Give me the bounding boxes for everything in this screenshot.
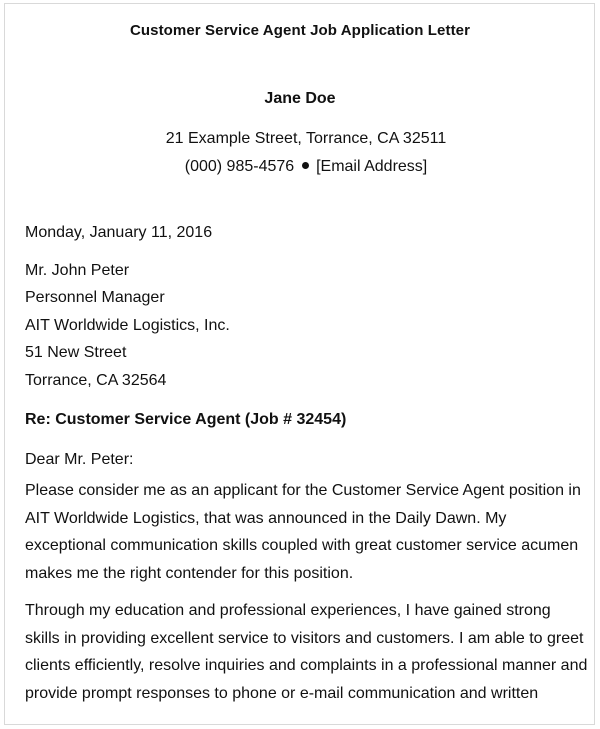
sender-address: 21 Example Street, Torrance, CA 32511 <box>165 130 447 147</box>
paragraph-line: Please consider me as an applicant for the Customer Service Agent position in <box>25 482 581 499</box>
paragraph-line: skills in providing excellent service to visitors and customers. I am able to greet <box>25 629 584 647</box>
bullet-separator-icon <box>302 162 309 169</box>
subject-line: Re: Customer Service Agent (Job # 32454) <box>25 411 347 428</box>
paragraph-line: provide prompt responses to phone or e-mail communication and written <box>25 684 539 702</box>
sender-name: Jane Doe <box>264 90 336 107</box>
paragraph-1 <box>25 477 585 587</box>
paragraph-line: exceptional communication skills coupled with great customer service acumen <box>25 537 579 554</box>
paragraph-2 <box>25 597 588 707</box>
recipient-street: 51 New Street <box>25 344 127 361</box>
letter-date: Monday, January 11, 2016 <box>25 224 213 241</box>
sender-contact <box>0 158 600 176</box>
paragraph-line: makes me the right contender for this position. <box>25 564 354 582</box>
recipient-company: AIT Worldwide Logistics, Inc. <box>25 317 230 334</box>
paragraph-line: Through my education and professional experiences, I have gained strong <box>25 602 551 619</box>
salutation: Dear Mr. Peter: <box>25 451 134 468</box>
recipient-city: Torrance, CA 32564 <box>25 372 167 389</box>
recipient-title: Personnel Manager <box>25 289 165 306</box>
paragraph-line: clients efficiently, resolve inquiries and complaints in a professional manner and <box>25 657 588 674</box>
sender-phone: (000) 985-4576 <box>184 158 295 175</box>
sender-email: [Email Address] <box>316 158 428 175</box>
document-title: Customer Service Agent Job Application Letter <box>129 22 471 39</box>
recipient-name: Mr. John Peter <box>25 262 130 279</box>
paragraph-line: AIT Worldwide Logistics, that was announced in the Daily Dawn. My <box>25 509 507 527</box>
